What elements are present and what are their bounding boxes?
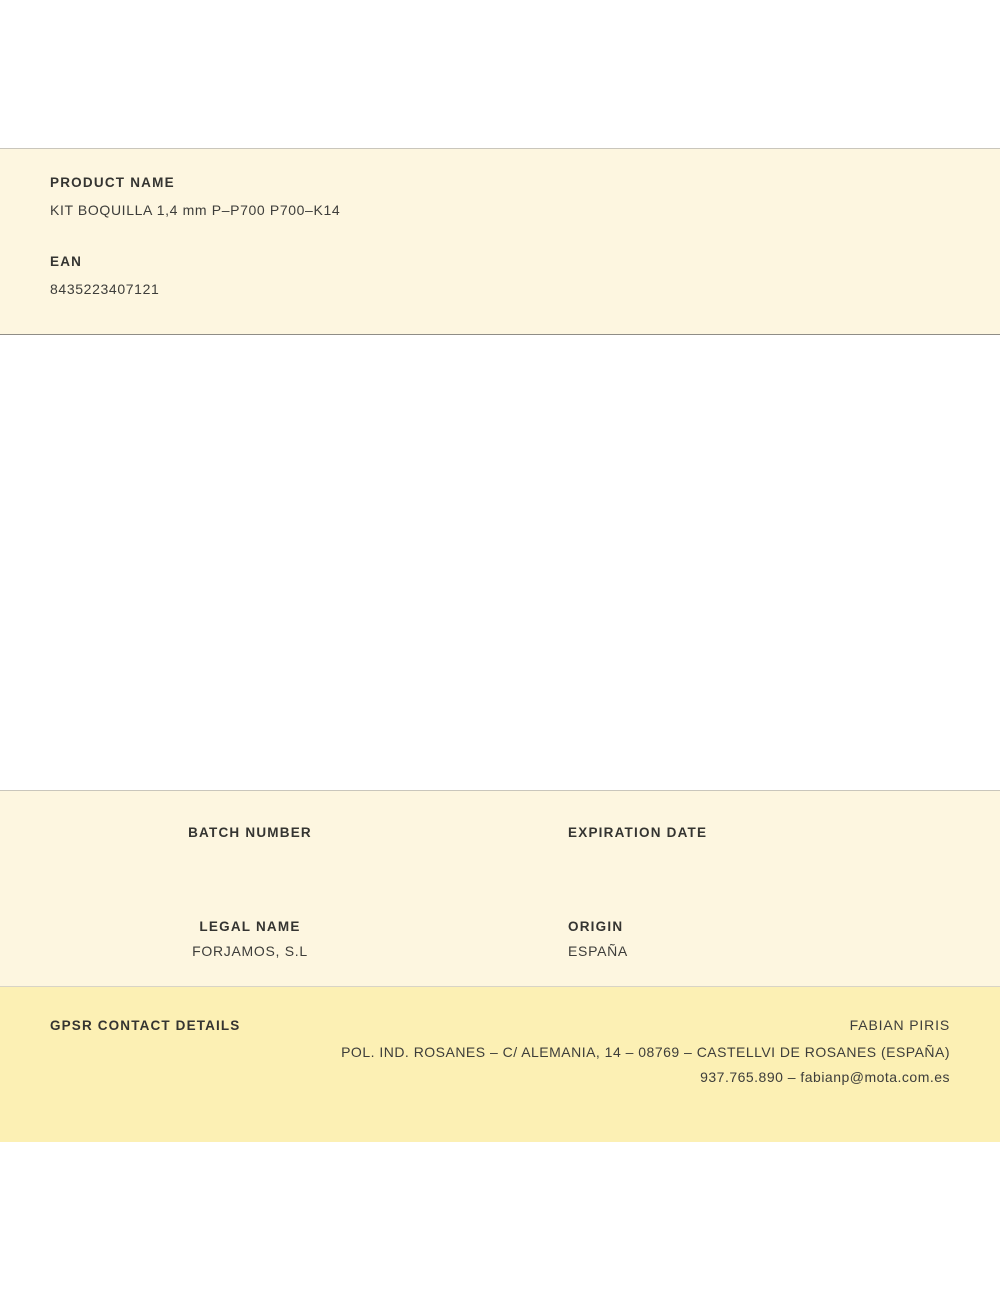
batch-number-field bbox=[0, 825, 500, 863]
origin-value: ESPAÑA bbox=[568, 943, 628, 959]
gpsr-contact-section bbox=[0, 987, 1000, 1142]
origin-label: ORIGIN bbox=[568, 919, 624, 934]
blank-content-area bbox=[0, 335, 1000, 790]
gpsr-address: POL. IND. ROSANES – C/ ALEMANIA, 14 – 08769 – CASTELLVI DE ROSANES (ESPAÑA) bbox=[341, 1044, 950, 1060]
spacer bbox=[50, 218, 950, 254]
batch-number-label: BATCH NUMBER bbox=[188, 825, 312, 840]
gpsr-detail-lines bbox=[50, 1044, 950, 1085]
gpsr-title: GPSR CONTACT DETAILS bbox=[50, 1018, 241, 1033]
product-info-section bbox=[0, 148, 1000, 335]
gpsr-company-name: FABIAN PIRIS bbox=[849, 1017, 950, 1033]
origin-field bbox=[500, 919, 1000, 959]
product-name-field bbox=[50, 175, 950, 218]
legal-name-value: FORJAMOS, S.L bbox=[192, 943, 308, 959]
batch-expiration-row bbox=[0, 791, 1000, 863]
footer-blank-area bbox=[0, 1142, 1000, 1300]
legal-name-label: LEGAL NAME bbox=[199, 919, 301, 934]
ean-label: EAN bbox=[50, 254, 83, 269]
expiration-date-value bbox=[568, 849, 1000, 863]
batch-number-value bbox=[0, 849, 500, 863]
expiration-date-field bbox=[500, 825, 1000, 863]
product-name-label: PRODUCT NAME bbox=[50, 175, 175, 190]
legal-origin-row bbox=[0, 863, 1000, 959]
ean-value: 8435223407121 bbox=[50, 281, 160, 297]
gpsr-contact: 937.765.890 – fabianp@mota.com.es bbox=[700, 1069, 950, 1085]
ean-field bbox=[50, 254, 950, 297]
gpsr-header-row bbox=[50, 1017, 950, 1033]
product-name-value: KIT BOQUILLA 1,4 mm P–P700 P700–K14 bbox=[50, 202, 341, 218]
legal-name-field bbox=[0, 919, 500, 959]
expiration-date-label: EXPIRATION DATE bbox=[568, 825, 708, 840]
batch-info-section bbox=[0, 790, 1000, 987]
